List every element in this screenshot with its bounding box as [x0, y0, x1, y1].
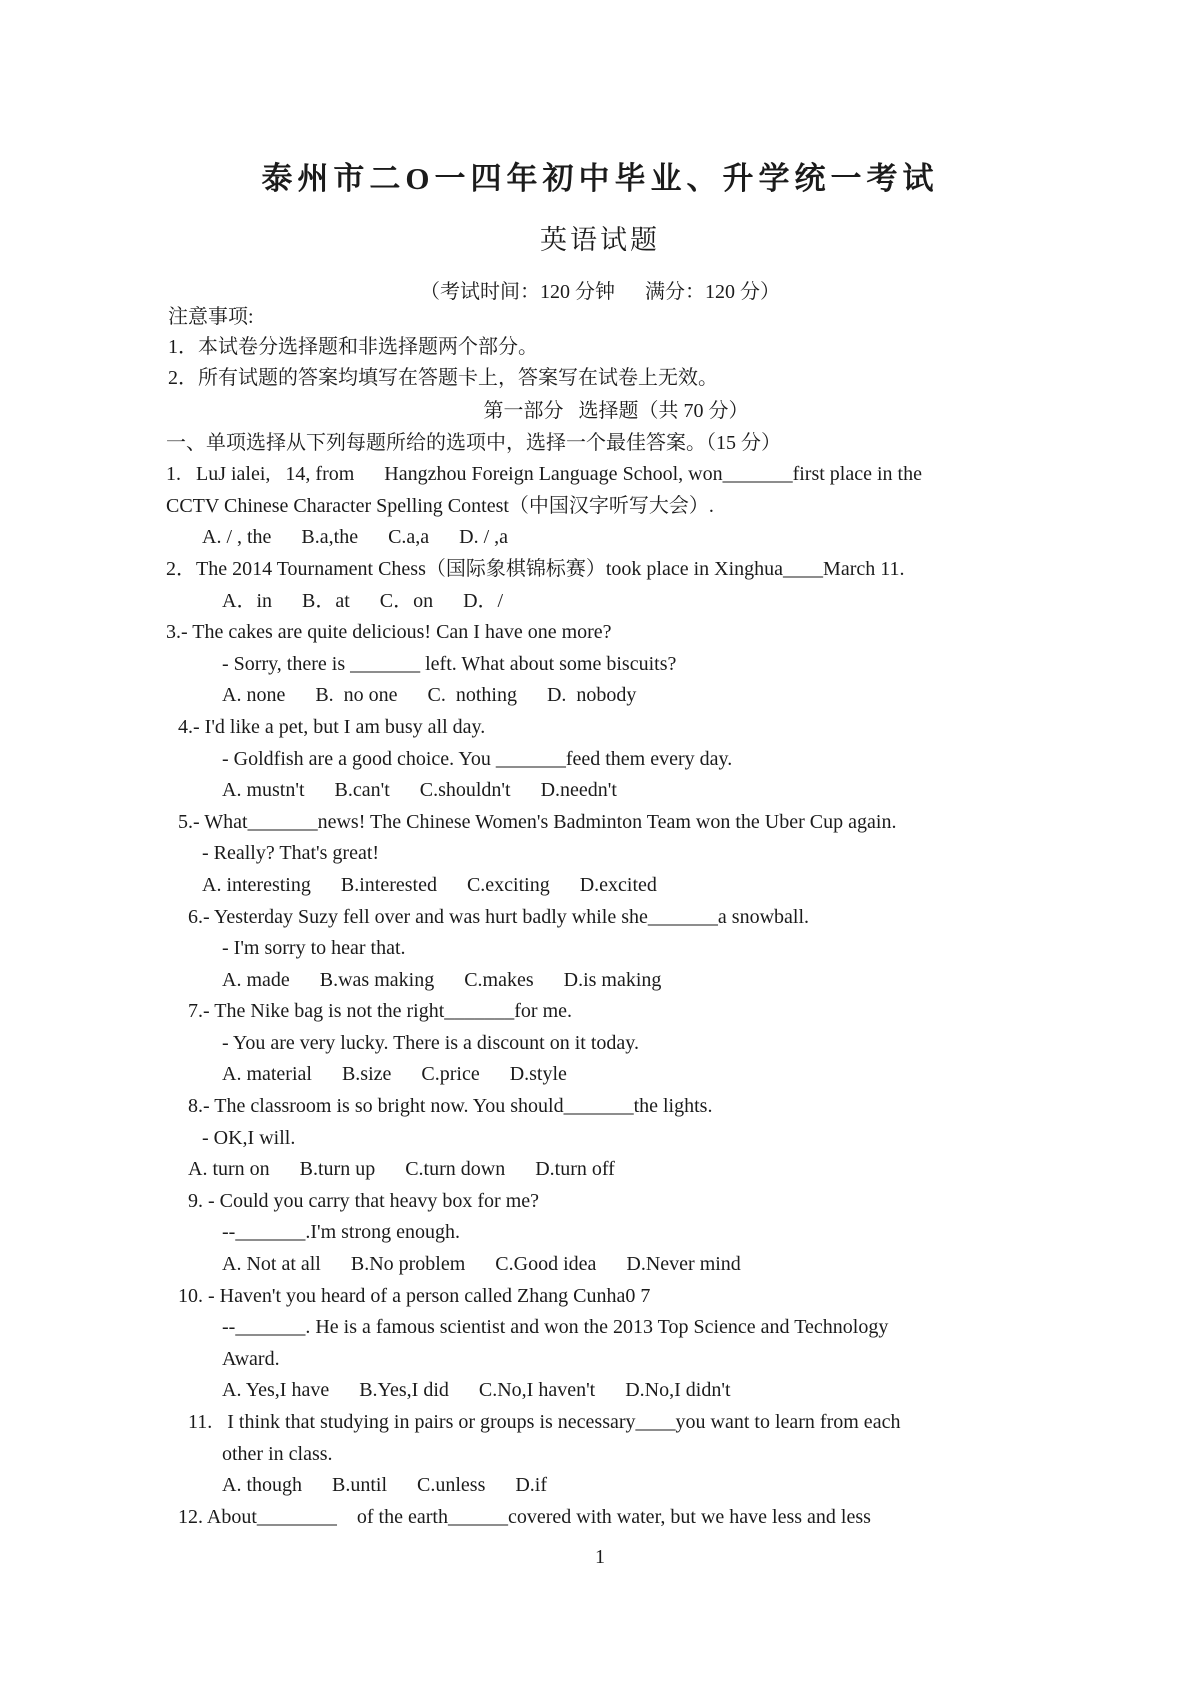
question-8-stem: 8.- The classroom is so bright now. You should_______the lights. [188, 1095, 713, 1118]
document-title: 泰州市二O一四年初中毕业、升学统一考试 [261, 161, 939, 196]
question-4-options: A. mustn't B.can't C.shouldn't D.needn't [222, 779, 617, 802]
question-9-reply: --_______.I'm strong enough. [222, 1221, 461, 1244]
question-11-options: A. though B.until C.unless D.if [222, 1474, 548, 1497]
question-7-options: A. material B.size C.price D.style [222, 1063, 567, 1086]
notice-item-2: 2．所有试题的答案均填写在答题卡上，答案写在试卷上无效。 [168, 367, 718, 389]
page-number: 1 [595, 1546, 605, 1568]
part1-heading: 第一部分 选择题（共 70 分） [483, 400, 749, 422]
exam-info-line: （考试时间：120 分钟 满分：120 分） [420, 281, 780, 303]
question-4-reply: - Goldfish are a good choice. You _______feed them every day. [222, 747, 733, 770]
question-11-stem-cont: other in class. [222, 1442, 333, 1465]
question-5-stem: 5.- What_______news! The Chinese Women's Badminton Team won the Uber Cup again. [178, 810, 897, 833]
question-6-stem: 6.- Yesterday Suzy fell over and was hurt badly while she_______a snowball. [188, 905, 809, 928]
question-3-reply: - Sorry, there is _______ left. What about some biscuits? [222, 652, 677, 675]
notice-item-1: 1．本试卷分选择题和非选择题两个部分。 [168, 336, 538, 358]
question-1-stem: 1. LuJ ialei, 14, from Hangzhou Foreign Language School, won_______first place in the [166, 463, 922, 486]
question-6-reply: - I'm sorry to hear that. [222, 937, 406, 960]
question-5-reply: - Really? That's great! [202, 842, 380, 865]
section1-instruction: 一、单项选择从下列每题所给的选项中，选择一个最佳答案。（15 分） [166, 431, 781, 454]
question-4-stem: 4.- I'd like a pet, but I am busy all day. [178, 715, 486, 738]
question-8-options: A. turn on B.turn up C.turn down D.turn off [188, 1158, 615, 1181]
question-10-options: A. Yes,I have B.Yes,I did C.No,I haven't D.No,I didn't [222, 1379, 731, 1402]
question-10-stem: 10. - Haven't you heard of a person called Zhang Cunha0 7 [178, 1284, 651, 1307]
question-12-stem: 12. About________ of the earth______covered with water, but we have less and less [178, 1505, 871, 1528]
question-7-reply: - You are very lucky. There is a discount on it today. [222, 1031, 639, 1054]
question-7-stem: 7.- The Nike bag is not the right_______for me. [188, 1000, 573, 1023]
question-10-reply: --_______. He is a famous scientist and won the 2013 Top Science and Technology [222, 1316, 889, 1339]
question-8-reply: - OK,I will. [202, 1126, 296, 1149]
question-body [166, 396, 1066, 1533]
question-3-options: A. none B. no one C. nothing D. nobody [222, 684, 637, 707]
notice-heading: 注意事项: [168, 306, 254, 328]
question-6-options: A. made B.was making C.makes D.is making [222, 968, 662, 991]
question-1-stem-cont: CCTV Chinese Character Spelling Contest（中国汉字听写大会）. [166, 494, 714, 517]
document-subtitle: 英语试题 [540, 225, 660, 255]
question-2-stem: 2．The 2014 Tournament Chess（国际象棋锦标赛）took place in Xinghua____March 11. [166, 557, 905, 580]
question-9-stem: 9. - Could you carry that heavy box for me? [188, 1189, 540, 1212]
question-11-stem: 11. I think that studying in pairs or groups is necessary____you want to learn from each [188, 1411, 901, 1433]
question-10-reply-cont: Award. [222, 1347, 280, 1370]
question-3-stem: 3.- The cakes are quite delicious! Can I have one more? [166, 621, 612, 644]
question-9-options: A. Not at all B.No problem C.Good idea D.Never mind [222, 1253, 741, 1276]
question-5-options: A. interesting B.interested C.exciting D.excited [202, 873, 657, 896]
question-2-options: A．in B．at C．on D．/ [222, 589, 504, 612]
question-1-options: A. / , the B.a,the C.a,a D. / ,a [202, 526, 509, 549]
